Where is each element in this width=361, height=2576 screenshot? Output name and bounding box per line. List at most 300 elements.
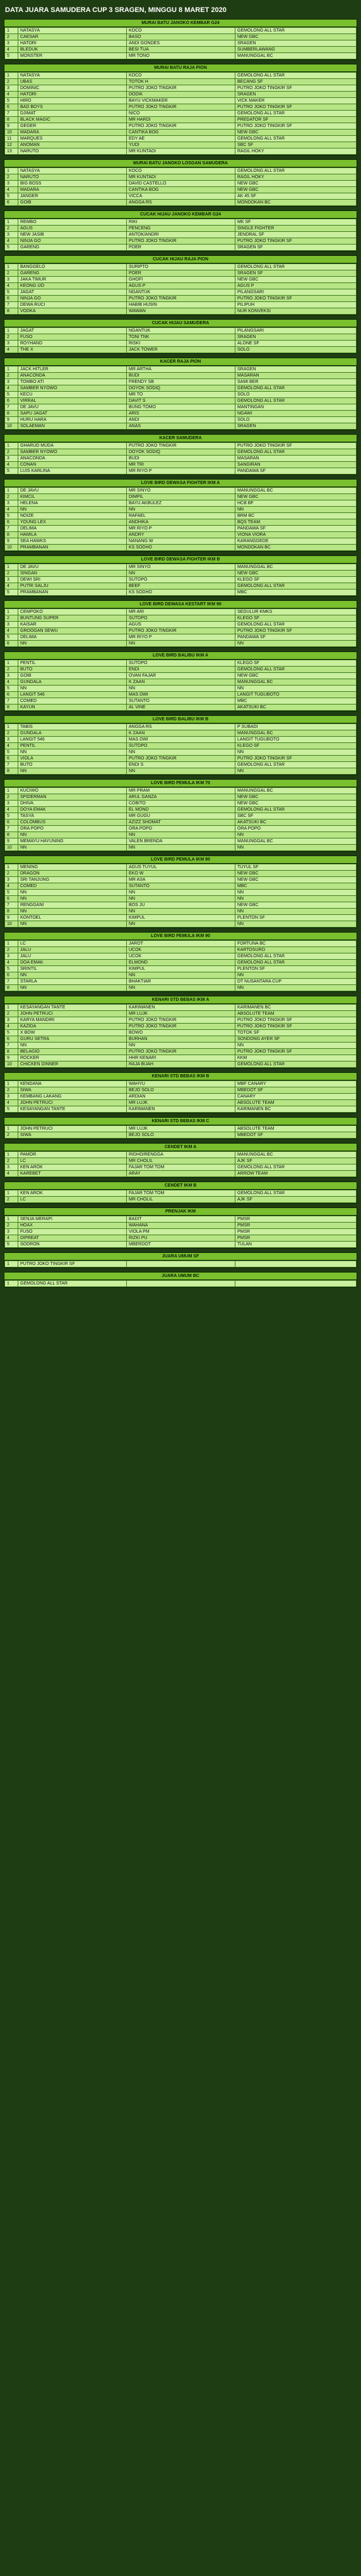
bird-name-cell: ANACONDA bbox=[18, 456, 127, 462]
table-row bbox=[5, 423, 357, 430]
team-cell: AJK SF bbox=[235, 1158, 357, 1164]
results-section bbox=[4, 555, 357, 596]
team-cell: SINGLE FIGHTER bbox=[235, 226, 357, 232]
results-section bbox=[4, 159, 357, 207]
table-row bbox=[5, 564, 357, 571]
table-row bbox=[5, 730, 357, 737]
owner-cell: GHOFI bbox=[127, 277, 235, 283]
table-row bbox=[5, 79, 357, 85]
rank-cell: 3 bbox=[5, 456, 18, 462]
team-cell: SAMI BER bbox=[235, 379, 357, 385]
team-cell: CANARY bbox=[235, 1094, 357, 1100]
bird-name-cell: DRAGON bbox=[18, 871, 127, 877]
results-section bbox=[4, 715, 357, 775]
section-header: LOVE BIRD PEMULA IKM 90 bbox=[4, 933, 357, 940]
team-cell: GEMOLONG ALL STAR bbox=[235, 953, 357, 960]
team-cell: PUTRO JOKO TINGKIR SF bbox=[235, 1049, 357, 1055]
rank-cell: 3 bbox=[5, 181, 18, 187]
bird-name-cell: TASYA bbox=[18, 813, 127, 819]
rank-cell: 2 bbox=[5, 730, 18, 737]
team-cell: GEMOLONG ALL STAR bbox=[235, 622, 357, 628]
table-row bbox=[5, 123, 357, 130]
section-header: KACER SAMUDERA bbox=[4, 435, 357, 442]
bird-name-cell: X BOW bbox=[18, 1030, 127, 1036]
owner-cell: COBITO bbox=[127, 801, 235, 807]
bird-name-cell: MARQUES bbox=[18, 136, 127, 142]
team-cell: VIONA VIORA bbox=[235, 532, 357, 538]
owner-cell: AGUS TUYUL bbox=[127, 864, 235, 871]
owner-cell: KIMPUL bbox=[127, 915, 235, 921]
results-table bbox=[4, 1004, 357, 1068]
owner-cell: BUDI bbox=[127, 456, 235, 462]
table-row bbox=[5, 838, 357, 845]
rank-cell: 4 bbox=[5, 1024, 18, 1030]
table-row bbox=[5, 743, 357, 749]
bird-name-cell: STARLA bbox=[18, 979, 127, 985]
table-row bbox=[5, 104, 357, 111]
table-row bbox=[5, 972, 357, 979]
team-cell: AJK SF bbox=[235, 1197, 357, 1203]
bird-name-cell: VODKA bbox=[18, 308, 127, 315]
bird-name-cell: PENTIL bbox=[18, 660, 127, 667]
table-row bbox=[5, 187, 357, 193]
rank-cell: 1 bbox=[5, 1261, 18, 1267]
results-section bbox=[4, 210, 357, 251]
table-row bbox=[5, 1011, 357, 1017]
team-cell: NN bbox=[235, 890, 357, 896]
bird-name-cell: SIWA bbox=[18, 1132, 127, 1139]
table-row bbox=[5, 98, 357, 104]
owner-cell: PUTRO JOKO TINGKIR bbox=[127, 756, 235, 762]
owner-cell: PUTRO JOKO TINGKIR bbox=[127, 104, 235, 111]
rank-cell: 2 bbox=[5, 226, 18, 232]
bird-name-cell: SOLAEMAN bbox=[18, 423, 127, 430]
rank-cell: 3 bbox=[5, 673, 18, 679]
rank-cell: 7 bbox=[5, 404, 18, 411]
rank-cell: 10 bbox=[5, 1061, 18, 1068]
table-row bbox=[5, 768, 357, 775]
team-cell: KARTOSURO bbox=[235, 947, 357, 953]
rank-cell: 1 bbox=[5, 1005, 18, 1011]
table-row bbox=[5, 507, 357, 513]
owner-cell: KOCO bbox=[127, 73, 235, 79]
table-row bbox=[5, 328, 357, 334]
owner-cell: BASO bbox=[127, 34, 235, 40]
bird-name-cell: CAESAR bbox=[18, 34, 127, 40]
team-cell: MANUNGGAL BC bbox=[235, 788, 357, 794]
owner-cell: MR TO bbox=[127, 392, 235, 398]
bird-name-cell: NN bbox=[18, 768, 127, 775]
table-row bbox=[5, 532, 357, 538]
rank-cell: 2 bbox=[5, 373, 18, 379]
section-header: LOVE BIRD DEWASA KESTART IKM 90 bbox=[4, 601, 357, 608]
bird-name-cell: DELIMA bbox=[18, 526, 127, 532]
table-row bbox=[5, 883, 357, 890]
owner-cell: MR RIYO P bbox=[127, 526, 235, 532]
team-cell: NEW GBC bbox=[235, 794, 357, 801]
results-table bbox=[4, 608, 357, 647]
rank-cell: 1 bbox=[5, 168, 18, 174]
bird-name-cell: NN bbox=[18, 845, 127, 851]
rank-cell: 4 bbox=[5, 960, 18, 966]
bird-name-cell: JALU bbox=[18, 947, 127, 953]
section-header: KENARI STD BEBAS IKM C bbox=[4, 1118, 357, 1125]
bird-name-cell: KENDANA bbox=[18, 1081, 127, 1087]
results-section bbox=[4, 358, 357, 430]
team-cell: FORTUNA BC bbox=[235, 941, 357, 947]
results-table bbox=[4, 564, 357, 596]
rank-cell: 7 bbox=[5, 902, 18, 909]
table-row bbox=[5, 615, 357, 622]
team-cell: DT NUSANTARA CUP bbox=[235, 979, 357, 985]
bird-name-cell: UBAS bbox=[18, 79, 127, 85]
table-row bbox=[5, 1229, 357, 1235]
owner-cell: MBERDOT bbox=[127, 1242, 235, 1248]
table-row bbox=[5, 1158, 357, 1164]
bird-name-cell: JOHN PETRUCI bbox=[18, 1126, 127, 1132]
bird-name-cell: BUTO bbox=[18, 762, 127, 768]
results-table bbox=[4, 327, 357, 353]
team-cell: SANGIRAN bbox=[235, 462, 357, 468]
owner-cell: KOCO bbox=[127, 28, 235, 34]
rank-cell: 12 bbox=[5, 142, 18, 148]
rank-cell: 1 bbox=[5, 1216, 18, 1223]
bird-name-cell: ANACONDA bbox=[18, 373, 127, 379]
bird-name-cell: AGUS bbox=[18, 226, 127, 232]
team-cell: MANUNGGAL BC bbox=[235, 488, 357, 494]
page-title: DATA JUARA SAMUDERA CUP 3 SRAGEN, MINGGU 8 MARET 2020 bbox=[5, 6, 227, 14]
rank-cell: 1 bbox=[5, 328, 18, 334]
table-row bbox=[5, 1036, 357, 1043]
table-row bbox=[5, 947, 357, 953]
owner-cell: FAJAR TOM TOM bbox=[127, 1190, 235, 1197]
rank-cell: 7 bbox=[5, 762, 18, 768]
team-cell: NEW GBC bbox=[235, 902, 357, 909]
table-row bbox=[5, 985, 357, 991]
team-cell: NEW GBC bbox=[235, 181, 357, 187]
team-cell: ALONE SF bbox=[235, 341, 357, 347]
bird-name-cell: THE X bbox=[18, 347, 127, 353]
bird-name-cell: NOIZE bbox=[18, 513, 127, 519]
table-row bbox=[5, 1281, 357, 1287]
rank-cell: 2 bbox=[5, 1223, 18, 1229]
section-header: LOVE BIRD BALIBU IKM B bbox=[4, 716, 357, 723]
bird-name-cell: BLEDUK bbox=[18, 47, 127, 53]
results-table bbox=[4, 219, 357, 251]
owner-cell: AZIZZ SHOMAT bbox=[127, 819, 235, 826]
table-row bbox=[5, 28, 357, 34]
results-table bbox=[4, 487, 357, 551]
rank-cell: 2 bbox=[5, 1132, 18, 1139]
table-row bbox=[5, 545, 357, 551]
table-row bbox=[5, 526, 357, 532]
owner-cell: BUNG TOMO bbox=[127, 404, 235, 411]
bird-name-cell: COMED bbox=[18, 883, 127, 890]
team-cell: NEW GBC bbox=[235, 494, 357, 500]
rank-cell: 11 bbox=[5, 136, 18, 142]
bird-name-cell: NN bbox=[18, 749, 127, 756]
owner-cell: NN bbox=[127, 909, 235, 915]
table-row bbox=[5, 270, 357, 277]
rank-cell: 4 bbox=[5, 347, 18, 353]
owner-cell: ARUL GANZA bbox=[127, 794, 235, 801]
owner-cell: PENCENG bbox=[127, 226, 235, 232]
table-row bbox=[5, 1100, 357, 1106]
bird-name-cell: BAD BOYS bbox=[18, 104, 127, 111]
table-row bbox=[5, 385, 357, 392]
team-cell: PUTRO JOKO TINGKIR SF bbox=[235, 756, 357, 762]
bird-name-cell: DIPREAT bbox=[18, 1235, 127, 1242]
owner-cell: DIMPIL bbox=[127, 494, 235, 500]
table-row bbox=[5, 953, 357, 960]
rank-cell: 3 bbox=[5, 1164, 18, 1171]
bird-name-cell: ANOMAN bbox=[18, 142, 127, 148]
table-row bbox=[5, 379, 357, 385]
rank-cell: 4 bbox=[5, 1171, 18, 1177]
team-cell: GEMOLONG ALL STAR bbox=[235, 136, 357, 142]
bird-name-cell: MEMAYU HAYUNING bbox=[18, 838, 127, 845]
bird-name-cell: HATORI bbox=[18, 40, 127, 47]
team-cell: P SUBADI bbox=[235, 724, 357, 730]
team-cell: PILANGSARI bbox=[235, 328, 357, 334]
owner-cell: PUTRO JOKO TINGKIR bbox=[127, 296, 235, 302]
table-row bbox=[5, 366, 357, 373]
table-row bbox=[5, 494, 357, 500]
table-row bbox=[5, 807, 357, 813]
team-cell: NN bbox=[235, 845, 357, 851]
table-row bbox=[5, 34, 357, 40]
team-cell: GEMOLONG ALL STAR bbox=[235, 807, 357, 813]
owner-cell: EDY AE bbox=[127, 136, 235, 142]
bird-name-cell: SIWA bbox=[18, 1087, 127, 1094]
owner-cell: MR SINYO bbox=[127, 564, 235, 571]
team-cell: GEMOLONG ALL STAR bbox=[235, 583, 357, 590]
bird-name-cell: PUTRI SALJU bbox=[18, 583, 127, 590]
results-table bbox=[4, 1190, 357, 1203]
bird-name-cell: NARUTO bbox=[18, 148, 127, 155]
results-section bbox=[4, 1117, 357, 1139]
rank-cell: 8 bbox=[5, 1049, 18, 1055]
results-section bbox=[4, 932, 357, 992]
rank-cell: 8 bbox=[5, 411, 18, 417]
table-row bbox=[5, 456, 357, 462]
results-section bbox=[4, 1182, 357, 1204]
owner-cell: ENDI bbox=[127, 667, 235, 673]
owner-cell: AGUS P bbox=[127, 283, 235, 289]
table-row bbox=[5, 411, 357, 417]
bird-name-cell: NINJA GO bbox=[18, 238, 127, 245]
team-cell: SOLO bbox=[235, 347, 357, 353]
table-row bbox=[5, 277, 357, 283]
bird-name-cell: JACK HITLER bbox=[18, 366, 127, 373]
rank-cell: 4 bbox=[5, 238, 18, 245]
table-row bbox=[5, 896, 357, 902]
bird-name-cell: PENTIL bbox=[18, 743, 127, 749]
team-cell: SRAGEN SF bbox=[235, 245, 357, 251]
team-cell: SONDONG AYER SF bbox=[235, 1036, 357, 1043]
bird-name-cell: BIG BOSS bbox=[18, 181, 127, 187]
table-row bbox=[5, 1081, 357, 1087]
table-row bbox=[5, 1017, 357, 1024]
owner-cell: POER bbox=[127, 245, 235, 251]
table-row bbox=[5, 724, 357, 730]
team-cell: SOLO bbox=[235, 417, 357, 423]
table-row bbox=[5, 1190, 357, 1197]
table-row bbox=[5, 660, 357, 667]
rank-cell: 5 bbox=[5, 634, 18, 641]
table-row bbox=[5, 832, 357, 838]
bird-name-cell: NN bbox=[18, 972, 127, 979]
table-row bbox=[5, 749, 357, 756]
results-section bbox=[4, 319, 357, 354]
team-cell: GEMOLONG ALL STAR bbox=[235, 398, 357, 404]
bird-name-cell: SRINTIL bbox=[18, 966, 127, 972]
rank-cell: 8 bbox=[5, 832, 18, 838]
team-cell: KLEGO SF bbox=[235, 577, 357, 583]
results-sections bbox=[4, 19, 357, 1288]
owner-cell: ANGGA RS bbox=[127, 200, 235, 206]
team-cell: AKATSUKI BC bbox=[235, 819, 357, 826]
team-cell: PMSR bbox=[235, 1223, 357, 1229]
rank-cell: 5 bbox=[5, 590, 18, 596]
owner-cell: WAWAN bbox=[127, 308, 235, 315]
bird-name-cell: SRI TANJUNG bbox=[18, 877, 127, 883]
section-header: LOVE BIRD PEMULA IKM 80 bbox=[4, 856, 357, 864]
rank-cell: 4 bbox=[5, 628, 18, 634]
team-cell: GEMOLONG ALL STAR bbox=[235, 28, 357, 34]
owner-cell: EKO W bbox=[127, 871, 235, 877]
bird-name-cell: HATORI bbox=[18, 92, 127, 98]
rank-cell: 3 bbox=[5, 801, 18, 807]
bird-name-cell: DE JAVU bbox=[18, 564, 127, 571]
owner-cell: SUTOPO bbox=[127, 577, 235, 583]
team-cell: MBC bbox=[235, 883, 357, 890]
table-row bbox=[5, 488, 357, 494]
owner-cell: JAROT bbox=[127, 941, 235, 947]
bird-name-cell: BUTO bbox=[18, 667, 127, 673]
bird-name-cell: LC bbox=[18, 941, 127, 947]
owner-cell: MR LUJK bbox=[127, 1126, 235, 1132]
bird-name-cell: DJIMAT bbox=[18, 111, 127, 117]
owner-cell: FAJAR TOM TOM bbox=[127, 1164, 235, 1171]
rank-cell: 3 bbox=[5, 500, 18, 507]
section-header: CUCAK HIJAU JANOKO KEMBAR G24 bbox=[4, 211, 357, 219]
table-row bbox=[5, 296, 357, 302]
rank-cell: 6 bbox=[5, 398, 18, 404]
table-row bbox=[5, 909, 357, 915]
bird-name-cell: DE JAVU bbox=[18, 488, 127, 494]
bird-name-cell: LUIS KARLINA bbox=[18, 468, 127, 475]
owner-cell: PUTRO JOKO TINGKIR bbox=[127, 1024, 235, 1030]
bird-name-cell: SAMBER NYOWO bbox=[18, 449, 127, 456]
team-cell: GEMOLONG ALL STAR bbox=[235, 385, 357, 392]
owner-cell: NN bbox=[127, 972, 235, 979]
owner-cell: ANDI GONDES bbox=[127, 40, 235, 47]
bird-name-cell: GEGER bbox=[18, 123, 127, 130]
team-cell: GEMOLONG ALL STAR bbox=[235, 667, 357, 673]
rank-cell: 1 bbox=[5, 564, 18, 571]
team-cell bbox=[235, 1281, 357, 1287]
bird-name-cell: DOYA EMAK bbox=[18, 807, 127, 813]
rank-cell: 2 bbox=[5, 494, 18, 500]
rank-cell: 3 bbox=[5, 1229, 18, 1235]
rank-cell: 5 bbox=[5, 392, 18, 398]
bird-name-cell: HOAX bbox=[18, 1223, 127, 1229]
owner-cell: NGANTUK bbox=[127, 289, 235, 296]
results-section bbox=[4, 1143, 357, 1178]
rank-cell: 8 bbox=[5, 768, 18, 775]
owner-cell: MR ASA bbox=[127, 877, 235, 883]
table-row bbox=[5, 136, 357, 142]
table-row bbox=[5, 40, 357, 47]
owner-cell: JACK TOWER bbox=[127, 347, 235, 353]
rank-cell: 1 bbox=[5, 28, 18, 34]
bird-name-cell: VIOLA bbox=[18, 756, 127, 762]
team-cell: GEMOLONG ALL STAR bbox=[235, 1061, 357, 1068]
results-table bbox=[4, 27, 357, 59]
rank-cell: 3 bbox=[5, 953, 18, 960]
section-header: CENDET IKM A bbox=[4, 1144, 357, 1151]
owner-cell: NN bbox=[127, 1043, 235, 1049]
owner-cell: CANTIKA BOG bbox=[127, 130, 235, 136]
bird-name-cell: PRAMBANAN bbox=[18, 590, 127, 596]
owner-cell: MR SINYO bbox=[127, 488, 235, 494]
team-cell: NEW GBC bbox=[235, 571, 357, 577]
rank-cell: 3 bbox=[5, 1094, 18, 1100]
table-row bbox=[5, 341, 357, 347]
section-header: JUARA UMUM BC bbox=[4, 1273, 357, 1280]
table-row bbox=[5, 174, 357, 181]
bird-name-cell: GHARUD MUDA bbox=[18, 443, 127, 449]
owner-cell: DOYOK SODIQ bbox=[127, 449, 235, 456]
owner-cell: ELMOND bbox=[127, 960, 235, 966]
table-row bbox=[5, 1049, 357, 1055]
table-row bbox=[5, 902, 357, 909]
rank-cell: 4 bbox=[5, 679, 18, 686]
team-cell bbox=[235, 1261, 357, 1267]
rank-cell: 2 bbox=[5, 79, 18, 85]
owner-cell: BADIT bbox=[127, 1216, 235, 1223]
rank-cell: 9 bbox=[5, 417, 18, 423]
owner-cell: TONI TNK bbox=[127, 334, 235, 341]
table-row bbox=[5, 1061, 357, 1068]
rank-cell: 2 bbox=[5, 449, 18, 456]
owner-cell bbox=[127, 1281, 235, 1287]
team-cell: ARROW TEAM bbox=[235, 1171, 357, 1177]
rank-cell: 3 bbox=[5, 622, 18, 628]
team-cell: MBC bbox=[235, 590, 357, 596]
bird-name-cell: TOMBO ATI bbox=[18, 379, 127, 385]
owner-cell: RIDHO/RENGGA bbox=[127, 1152, 235, 1158]
table-row bbox=[5, 1223, 357, 1229]
table-row bbox=[5, 193, 357, 200]
owner-cell: NICO bbox=[127, 111, 235, 117]
rank-cell: 4 bbox=[5, 187, 18, 193]
team-cell: NN bbox=[235, 921, 357, 928]
team-cell: PUTRO JOKO TINGKIR SF bbox=[235, 85, 357, 92]
rank-cell: 4 bbox=[5, 583, 18, 590]
team-cell: KLEGO SF bbox=[235, 660, 357, 667]
bird-name-cell: KEONG IJO bbox=[18, 283, 127, 289]
bird-name-cell: JANGER bbox=[18, 193, 127, 200]
rank-cell: 1 bbox=[5, 788, 18, 794]
team-cell: PMSR bbox=[235, 1235, 357, 1242]
team-cell: NN bbox=[235, 832, 357, 838]
section-header: MURAI BATU JANOKO LOSGAN SAMUDERA bbox=[4, 160, 357, 167]
rank-cell: 1 bbox=[5, 488, 18, 494]
rank-cell: 9 bbox=[5, 915, 18, 921]
owner-cell: PUTRO JOKO TINGKIR bbox=[127, 443, 235, 449]
